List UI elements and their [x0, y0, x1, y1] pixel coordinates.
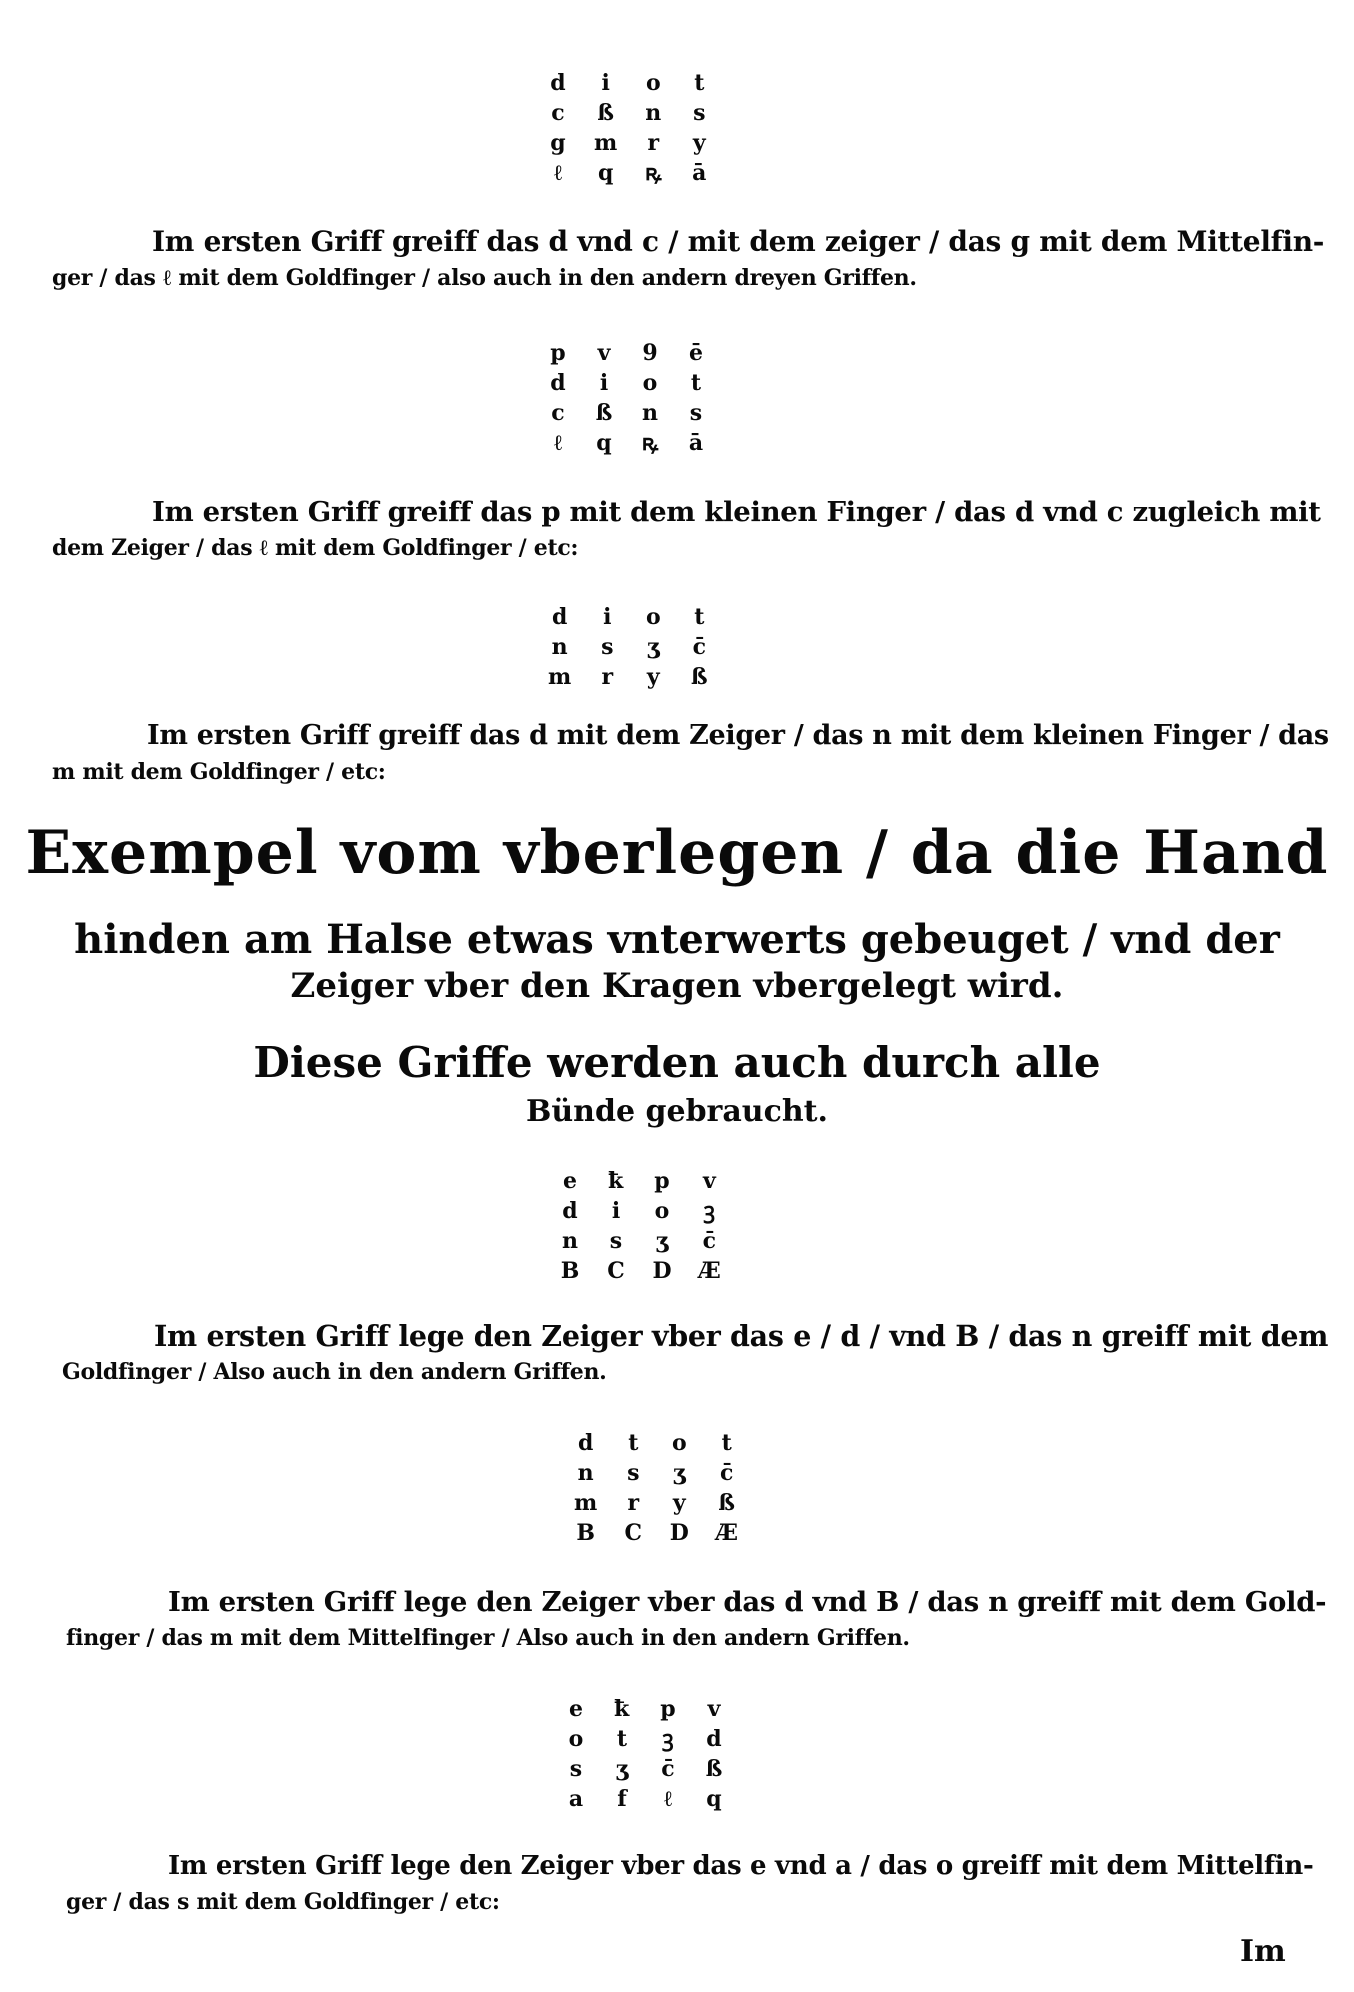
tab-letter: B [560, 1258, 580, 1284]
tab-letter: t [721, 1430, 732, 1456]
tab-letter: ℓ [553, 160, 563, 186]
tab-letter: p [654, 1168, 670, 1194]
tab-letter: s [693, 100, 706, 126]
tab-letter: D [669, 1520, 689, 1546]
tab-letter: d [562, 1198, 578, 1224]
tab-letter: o [642, 370, 658, 396]
tab-letter: r [647, 130, 660, 156]
tab-letter: n [645, 100, 662, 126]
instruction-paragraph-3 [52, 716, 1329, 788]
tab-letter: q [596, 430, 612, 456]
tab-letter: c̄ [692, 634, 706, 660]
tab-letter: d [706, 1726, 722, 1752]
tab-letter: y [646, 664, 660, 690]
tab-letter: c̄ [719, 1460, 734, 1486]
section-heading-line-2: hinden am Halse etwas vnterwerts gebeuget / vnd der [74, 916, 1280, 963]
tab-letter: t [694, 70, 705, 96]
tab-letter: y [672, 1490, 686, 1516]
catchword: Im [1240, 1934, 1286, 1969]
tab-letter: ā [692, 160, 707, 186]
tablature-chord-grid-2 [548, 340, 706, 456]
tab-letter: y [692, 130, 706, 156]
tab-letter: n [551, 634, 568, 660]
tab-letter: i [601, 70, 610, 96]
tab-letter: s [689, 400, 703, 426]
tab-letter: p [550, 340, 566, 366]
tab-letter: d [577, 1430, 594, 1456]
tab-letter: ß [595, 400, 613, 426]
paragraph-line: Im ersten Griff greiff das d mit dem Zeiger / das n mit dem kleinen Finger / das [147, 720, 1329, 751]
tab-letter: D [652, 1258, 672, 1284]
tab-letter: m [574, 1490, 598, 1516]
paragraph-line: dem Zeiger / das ℓ mit dem Goldfinger / etc: [52, 535, 579, 561]
tab-letter: e [563, 1168, 577, 1194]
tab-letter: n [562, 1228, 578, 1254]
tab-letter: g [550, 130, 566, 156]
tab-letter: m [594, 130, 618, 156]
tab-letter: c [551, 100, 565, 126]
tab-letter: Æ [698, 1258, 721, 1284]
instruction-paragraph-4 [62, 1316, 1328, 1388]
tablature-chord-grid-3 [548, 604, 709, 690]
tab-letter: q [706, 1786, 722, 1812]
tab-letter: a [568, 1786, 584, 1812]
tab-letter: f [617, 1786, 627, 1812]
tab-letter: r [601, 664, 614, 690]
paragraph-line: m mit dem Goldfinger / etc: [52, 759, 386, 785]
paragraph-line: Im ersten Griff greiff das p mit dem kleinen Finger / das d vnd c zugleich mit [152, 496, 1321, 528]
tab-letter: o [645, 604, 661, 630]
tab-letter: o [671, 1430, 687, 1456]
tab-letter: p [660, 1696, 676, 1722]
paragraph-line: Im ersten Griff greiff das d vnd c / mit dem zeiger / das g mit dem Mittelfin- [152, 225, 1325, 258]
instruction-paragraph-2 [52, 492, 1321, 564]
tab-letter: i [599, 370, 609, 396]
tab-letter: v [707, 1696, 721, 1722]
tablature-chord-grid-4 [560, 1168, 721, 1284]
tab-letter: ʒ [647, 634, 660, 660]
tab-letter: t [690, 370, 702, 396]
tab-letter: Æ [715, 1520, 739, 1546]
paragraph-line: Im ersten Griff lege den Zeiger vber das d vnd B / das n greiff mit dem Gold- [168, 1586, 1327, 1618]
tab-letter: ꝶ [644, 160, 662, 186]
tab-letter: o [568, 1726, 584, 1752]
paragraph-line: ger / das ℓ mit dem Goldfinger / also auch in den andern dreyen Griffen. [52, 265, 917, 291]
tab-letter: o [654, 1198, 670, 1224]
tab-letter: c̄ [702, 1228, 717, 1254]
tab-letter: ꝫ [703, 1198, 715, 1224]
paragraph-line: Im ersten Griff lege den Zeiger vber das e / d / vnd B / das n greiff mit dem [154, 1319, 1329, 1353]
tab-letter: ꝁ [608, 1168, 624, 1194]
tab-letter: ꝶ [641, 430, 659, 456]
instruction-paragraph-6 [66, 1846, 1313, 1918]
instruction-paragraph-1 [52, 222, 1324, 294]
tab-letter: ß [718, 1490, 736, 1516]
instruction-paragraph-5 [66, 1582, 1326, 1654]
section-heading-line-3: Zeiger vber den Kragen vbergelegt wird. [290, 966, 1064, 1006]
tab-letter: c [551, 400, 565, 426]
tab-letter: d [550, 70, 566, 96]
tablature-chord-grid-6 [566, 1696, 724, 1812]
tablature-chord-grid-5 [574, 1430, 738, 1546]
tab-letter: C [607, 1258, 625, 1284]
tab-letter: i [611, 1198, 621, 1224]
tab-letter: e [569, 1696, 583, 1722]
tablature-chord-grid-1 [548, 70, 709, 186]
tab-letter: n [577, 1460, 594, 1486]
subheading: Diese Griffe werden auch durch alle [253, 1038, 1101, 1087]
paragraph-line: Goldfinger / Also auch in den andern Griffen. [62, 1359, 607, 1385]
tab-letter: ß [705, 1756, 723, 1782]
tab-letter: s [601, 634, 614, 660]
tab-letter: s [627, 1460, 640, 1486]
tab-letter: r [627, 1490, 640, 1516]
tab-letter: v [597, 340, 611, 366]
tab-letter: ℓ [553, 430, 563, 456]
paragraph-line: ger / das s mit dem Goldfinger / etc: [66, 1889, 500, 1915]
tab-letter: B [576, 1520, 595, 1546]
tab-letter: o [645, 70, 661, 96]
tab-letter: ℓ [663, 1786, 673, 1812]
tab-letter: t [616, 1726, 628, 1752]
tab-letter: ʒ [655, 1228, 669, 1254]
tab-letter: q [597, 160, 614, 186]
section-heading: Exempel vom vberlegen / da die Hand [25, 818, 1329, 888]
tab-letter: v [702, 1168, 716, 1194]
tab-letter: t [694, 604, 705, 630]
tab-letter: m [548, 664, 572, 690]
tab-letter: 9 [642, 340, 658, 366]
tab-letter: n [642, 400, 658, 426]
tab-letter: ꝁ [614, 1696, 630, 1722]
tab-letter: ʒ [615, 1756, 629, 1782]
tab-letter: d [551, 604, 568, 630]
tab-letter: ā [688, 430, 704, 456]
tab-letter: d [550, 370, 566, 396]
paragraph-line: Im ersten Griff lege den Zeiger vber das e vnd a / das o greiff mit dem Mittelfin- [168, 1851, 1314, 1881]
tab-letter: ē [689, 340, 703, 366]
tab-letter: t [628, 1430, 639, 1456]
tab-letter: ß [597, 100, 614, 126]
tab-letter: ʒ [673, 1460, 686, 1486]
tab-letter: i [603, 604, 612, 630]
tab-letter: C [624, 1520, 643, 1546]
paragraph-line: finger / das m mit dem Mittelfinger / Also auch in den andern Griffen. [66, 1625, 910, 1651]
tab-letter: ꝫ [662, 1726, 674, 1752]
tab-letter: c̄ [661, 1756, 675, 1782]
subheading-line-2: Bünde gebraucht. [526, 1094, 828, 1129]
tab-letter: s [569, 1756, 583, 1782]
tab-letter: s [609, 1228, 623, 1254]
tab-letter: ß [690, 664, 708, 690]
